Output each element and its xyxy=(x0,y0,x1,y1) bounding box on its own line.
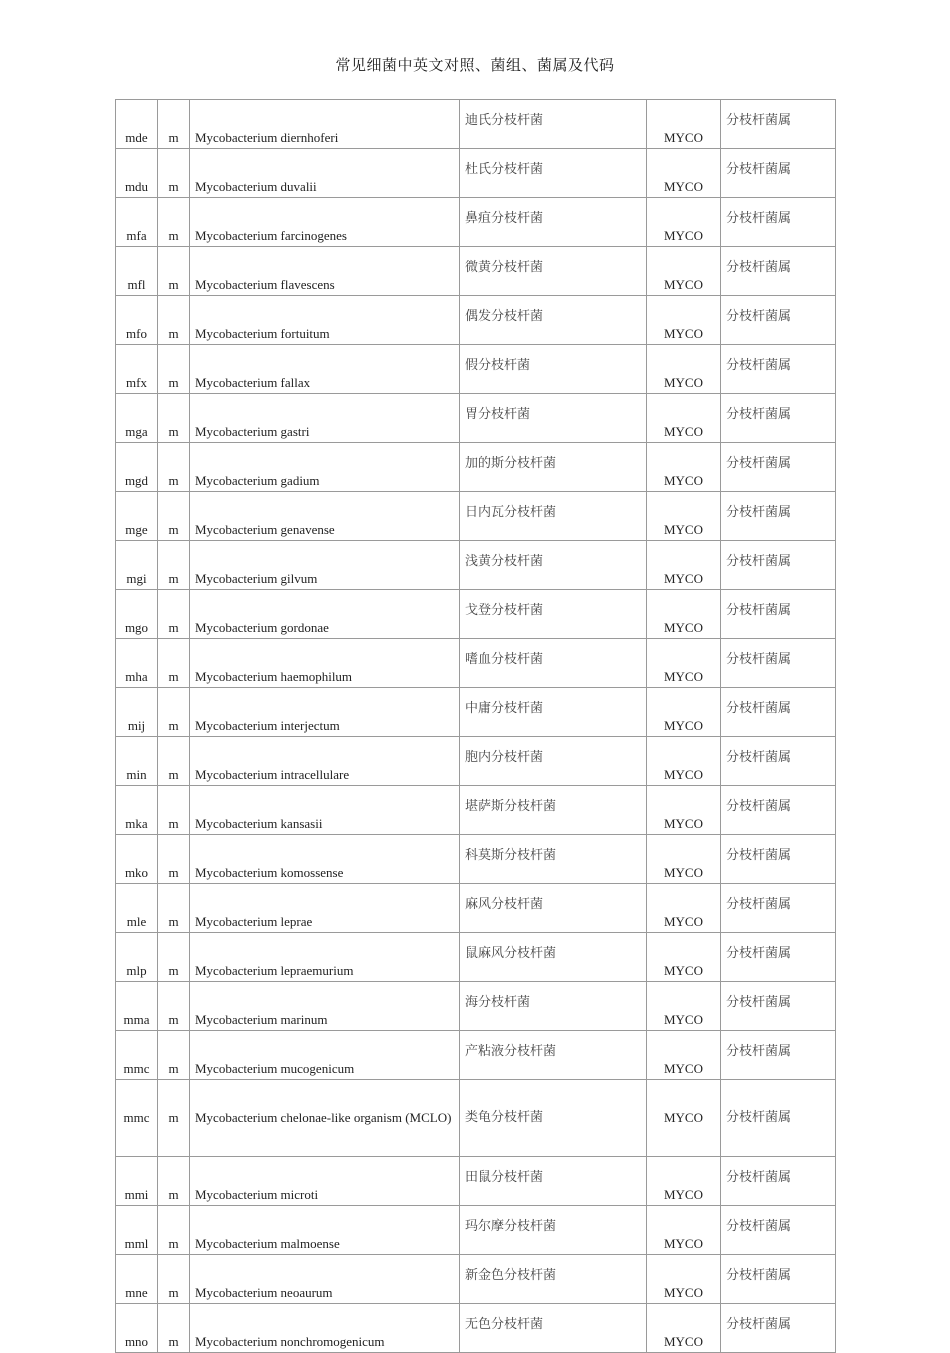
group-code-cell: MYCO xyxy=(647,541,721,590)
type-cell: m xyxy=(158,884,190,933)
type-cell: m xyxy=(158,198,190,247)
type-cell: m xyxy=(158,590,190,639)
table-row xyxy=(116,247,836,296)
type-cell: m xyxy=(158,982,190,1031)
table-row xyxy=(116,1255,836,1304)
group-code-cell: MYCO xyxy=(647,345,721,394)
group-code-cell: MYCO xyxy=(647,149,721,198)
group-code-cell: MYCO xyxy=(647,394,721,443)
table-row xyxy=(116,296,836,345)
genus-cell: 分枝杆菌属 xyxy=(721,443,836,492)
table-row xyxy=(116,639,836,688)
group-code-cell: MYCO xyxy=(647,688,721,737)
type-cell: m xyxy=(158,1157,190,1206)
table-row xyxy=(116,149,836,198)
group-code-cell: MYCO xyxy=(647,1255,721,1304)
latin-name-cell: Mycobacterium mucogenicum xyxy=(190,1031,460,1080)
latin-name-cell: Mycobacterium leprae xyxy=(190,884,460,933)
group-code-cell: MYCO xyxy=(647,296,721,345)
latin-name-cell: Mycobacterium gastri xyxy=(190,394,460,443)
chinese-name-cell: 无色分枝杆菌 xyxy=(460,1304,647,1353)
chinese-name-cell: 玛尔摩分枝杆菌 xyxy=(460,1206,647,1255)
type-cell: m xyxy=(158,541,190,590)
chinese-name-cell: 假分枝杆菌 xyxy=(460,345,647,394)
latin-name-cell: Mycobacterium kansasii xyxy=(190,786,460,835)
species-code-cell: mne xyxy=(116,1255,158,1304)
genus-cell: 分枝杆菌属 xyxy=(721,835,836,884)
latin-name-cell: Mycobacterium microti xyxy=(190,1157,460,1206)
group-code-cell: MYCO xyxy=(647,982,721,1031)
type-cell: m xyxy=(158,492,190,541)
genus-cell: 分枝杆菌属 xyxy=(721,541,836,590)
chinese-name-cell: 类龟分枝杆菌 xyxy=(460,1080,647,1157)
genus-cell: 分枝杆菌属 xyxy=(721,688,836,737)
latin-name-cell: Mycobacterium intracellulare xyxy=(190,737,460,786)
latin-name-cell: Mycobacterium gadium xyxy=(190,443,460,492)
species-code-cell: mno xyxy=(116,1304,158,1353)
group-code-cell: MYCO xyxy=(647,933,721,982)
species-code-cell: mha xyxy=(116,639,158,688)
table-body xyxy=(116,100,836,1353)
type-cell: m xyxy=(158,443,190,492)
table-row xyxy=(116,688,836,737)
group-code-cell: MYCO xyxy=(647,1157,721,1206)
table-row xyxy=(116,394,836,443)
group-code-cell: MYCO xyxy=(647,786,721,835)
group-code-cell: MYCO xyxy=(647,492,721,541)
type-cell: m xyxy=(158,1080,190,1157)
type-cell: m xyxy=(158,786,190,835)
chinese-name-cell: 浅黄分枝杆菌 xyxy=(460,541,647,590)
table-row xyxy=(116,1206,836,1255)
latin-name-cell: Mycobacterium interjectum xyxy=(190,688,460,737)
chinese-name-cell: 迪氏分枝杆菌 xyxy=(460,100,647,149)
page-title: 常见细菌中英文对照、菌组、菌属及代码 xyxy=(335,56,615,74)
chinese-name-cell: 科莫斯分枝杆菌 xyxy=(460,835,647,884)
genus-cell: 分枝杆菌属 xyxy=(721,1080,836,1157)
group-code-cell: MYCO xyxy=(647,443,721,492)
species-code-cell: mde xyxy=(116,100,158,149)
genus-cell: 分枝杆菌属 xyxy=(721,786,836,835)
genus-cell: 分枝杆菌属 xyxy=(721,1304,836,1353)
type-cell: m xyxy=(158,737,190,786)
type-cell: m xyxy=(158,639,190,688)
chinese-name-cell: 胞内分枝杆菌 xyxy=(460,737,647,786)
latin-name-cell: Mycobacterium lepraemurium xyxy=(190,933,460,982)
chinese-name-cell: 新金色分枝杆菌 xyxy=(460,1255,647,1304)
table-row xyxy=(116,1080,836,1157)
chinese-name-cell: 偶发分枝杆菌 xyxy=(460,296,647,345)
latin-name-cell: Mycobacterium chelonae-like organism (MCLO) xyxy=(190,1080,460,1157)
species-code-cell: mfl xyxy=(116,247,158,296)
table-row xyxy=(116,835,836,884)
type-cell: m xyxy=(158,394,190,443)
group-code-cell: MYCO xyxy=(647,100,721,149)
species-code-cell: mle xyxy=(116,884,158,933)
genus-cell: 分枝杆菌属 xyxy=(721,1255,836,1304)
type-cell: m xyxy=(158,688,190,737)
table-row xyxy=(116,982,836,1031)
genus-cell: 分枝杆菌属 xyxy=(721,198,836,247)
species-code-cell: mgi xyxy=(116,541,158,590)
table-row xyxy=(116,443,836,492)
chinese-name-cell: 加的斯分枝杆菌 xyxy=(460,443,647,492)
group-code-cell: MYCO xyxy=(647,198,721,247)
species-code-cell: mlp xyxy=(116,933,158,982)
genus-cell: 分枝杆菌属 xyxy=(721,982,836,1031)
genus-cell: 分枝杆菌属 xyxy=(721,345,836,394)
group-code-cell: MYCO xyxy=(647,590,721,639)
table-row xyxy=(116,1157,836,1206)
species-code-cell: mfo xyxy=(116,296,158,345)
species-code-cell: mko xyxy=(116,835,158,884)
table-row xyxy=(116,345,836,394)
group-code-cell: MYCO xyxy=(647,1080,721,1157)
bacteria-table xyxy=(115,99,836,1353)
table-row xyxy=(116,1304,836,1353)
species-code-cell: mmc xyxy=(116,1031,158,1080)
species-code-cell: mmc xyxy=(116,1080,158,1157)
latin-name-cell: Mycobacterium fallax xyxy=(190,345,460,394)
latin-name-cell: Mycobacterium fortuitum xyxy=(190,296,460,345)
type-cell: m xyxy=(158,1206,190,1255)
latin-name-cell: Mycobacterium flavescens xyxy=(190,247,460,296)
chinese-name-cell: 嗜血分枝杆菌 xyxy=(460,639,647,688)
type-cell: m xyxy=(158,247,190,296)
chinese-name-cell: 堪萨斯分枝杆菌 xyxy=(460,786,647,835)
latin-name-cell: Mycobacterium genavense xyxy=(190,492,460,541)
genus-cell: 分枝杆菌属 xyxy=(721,1157,836,1206)
type-cell: m xyxy=(158,100,190,149)
type-cell: m xyxy=(158,835,190,884)
genus-cell: 分枝杆菌属 xyxy=(721,296,836,345)
type-cell: m xyxy=(158,345,190,394)
table-row xyxy=(116,492,836,541)
group-code-cell: MYCO xyxy=(647,884,721,933)
group-code-cell: MYCO xyxy=(647,1206,721,1255)
genus-cell: 分枝杆菌属 xyxy=(721,639,836,688)
table-row xyxy=(116,590,836,639)
group-code-cell: MYCO xyxy=(647,737,721,786)
table-row xyxy=(116,786,836,835)
chinese-name-cell: 胃分枝杆菌 xyxy=(460,394,647,443)
genus-cell: 分枝杆菌属 xyxy=(721,590,836,639)
species-code-cell: mdu xyxy=(116,149,158,198)
type-cell: m xyxy=(158,1031,190,1080)
table-row xyxy=(116,884,836,933)
genus-cell: 分枝杆菌属 xyxy=(721,492,836,541)
latin-name-cell: Mycobacterium malmoense xyxy=(190,1206,460,1255)
latin-name-cell: Mycobacterium gordonae xyxy=(190,590,460,639)
genus-cell: 分枝杆菌属 xyxy=(721,394,836,443)
genus-cell: 分枝杆菌属 xyxy=(721,884,836,933)
species-code-cell: mfx xyxy=(116,345,158,394)
latin-name-cell: Mycobacterium komossense xyxy=(190,835,460,884)
chinese-name-cell: 田鼠分枝杆菌 xyxy=(460,1157,647,1206)
chinese-name-cell: 麻风分枝杆菌 xyxy=(460,884,647,933)
genus-cell: 分枝杆菌属 xyxy=(721,1031,836,1080)
latin-name-cell: Mycobacterium duvalii xyxy=(190,149,460,198)
genus-cell: 分枝杆菌属 xyxy=(721,149,836,198)
chinese-name-cell: 日内瓦分枝杆菌 xyxy=(460,492,647,541)
latin-name-cell: Mycobacterium nonchromogenicum xyxy=(190,1304,460,1353)
species-code-cell: mij xyxy=(116,688,158,737)
group-code-cell: MYCO xyxy=(647,1304,721,1353)
species-code-cell: mml xyxy=(116,1206,158,1255)
chinese-name-cell: 海分枝杆菌 xyxy=(460,982,647,1031)
table-row xyxy=(116,737,836,786)
table-row xyxy=(116,541,836,590)
genus-cell: 分枝杆菌属 xyxy=(721,737,836,786)
species-code-cell: mmi xyxy=(116,1157,158,1206)
group-code-cell: MYCO xyxy=(647,639,721,688)
species-code-cell: min xyxy=(116,737,158,786)
group-code-cell: MYCO xyxy=(647,835,721,884)
group-code-cell: MYCO xyxy=(647,247,721,296)
table-row xyxy=(116,100,836,149)
species-code-cell: mka xyxy=(116,786,158,835)
chinese-name-cell: 杜氏分枝杆菌 xyxy=(460,149,647,198)
species-code-cell: mge xyxy=(116,492,158,541)
latin-name-cell: Mycobacterium gilvum xyxy=(190,541,460,590)
species-code-cell: mgd xyxy=(116,443,158,492)
latin-name-cell: Mycobacterium neoaurum xyxy=(190,1255,460,1304)
chinese-name-cell: 戈登分枝杆菌 xyxy=(460,590,647,639)
table-row xyxy=(116,198,836,247)
chinese-name-cell: 产粘液分枝杆菌 xyxy=(460,1031,647,1080)
species-code-cell: mma xyxy=(116,982,158,1031)
chinese-name-cell: 中庸分枝杆菌 xyxy=(460,688,647,737)
latin-name-cell: Mycobacterium marinum xyxy=(190,982,460,1031)
chinese-name-cell: 鼻疽分枝杆菌 xyxy=(460,198,647,247)
species-code-cell: mgo xyxy=(116,590,158,639)
species-code-cell: mga xyxy=(116,394,158,443)
genus-cell: 分枝杆菌属 xyxy=(721,100,836,149)
latin-name-cell: Mycobacterium diernhoferi xyxy=(190,100,460,149)
type-cell: m xyxy=(158,933,190,982)
type-cell: m xyxy=(158,1255,190,1304)
genus-cell: 分枝杆菌属 xyxy=(721,933,836,982)
type-cell: m xyxy=(158,1304,190,1353)
genus-cell: 分枝杆菌属 xyxy=(721,247,836,296)
table-row xyxy=(116,1031,836,1080)
genus-cell: 分枝杆菌属 xyxy=(721,1206,836,1255)
latin-name-cell: Mycobacterium haemophilum xyxy=(190,639,460,688)
species-code-cell: mfa xyxy=(116,198,158,247)
group-code-cell: MYCO xyxy=(647,1031,721,1080)
type-cell: m xyxy=(158,296,190,345)
table-row xyxy=(116,933,836,982)
latin-name-cell: Mycobacterium farcinogenes xyxy=(190,198,460,247)
chinese-name-cell: 鼠麻风分枝杆菌 xyxy=(460,933,647,982)
chinese-name-cell: 微黄分枝杆菌 xyxy=(460,247,647,296)
type-cell: m xyxy=(158,149,190,198)
